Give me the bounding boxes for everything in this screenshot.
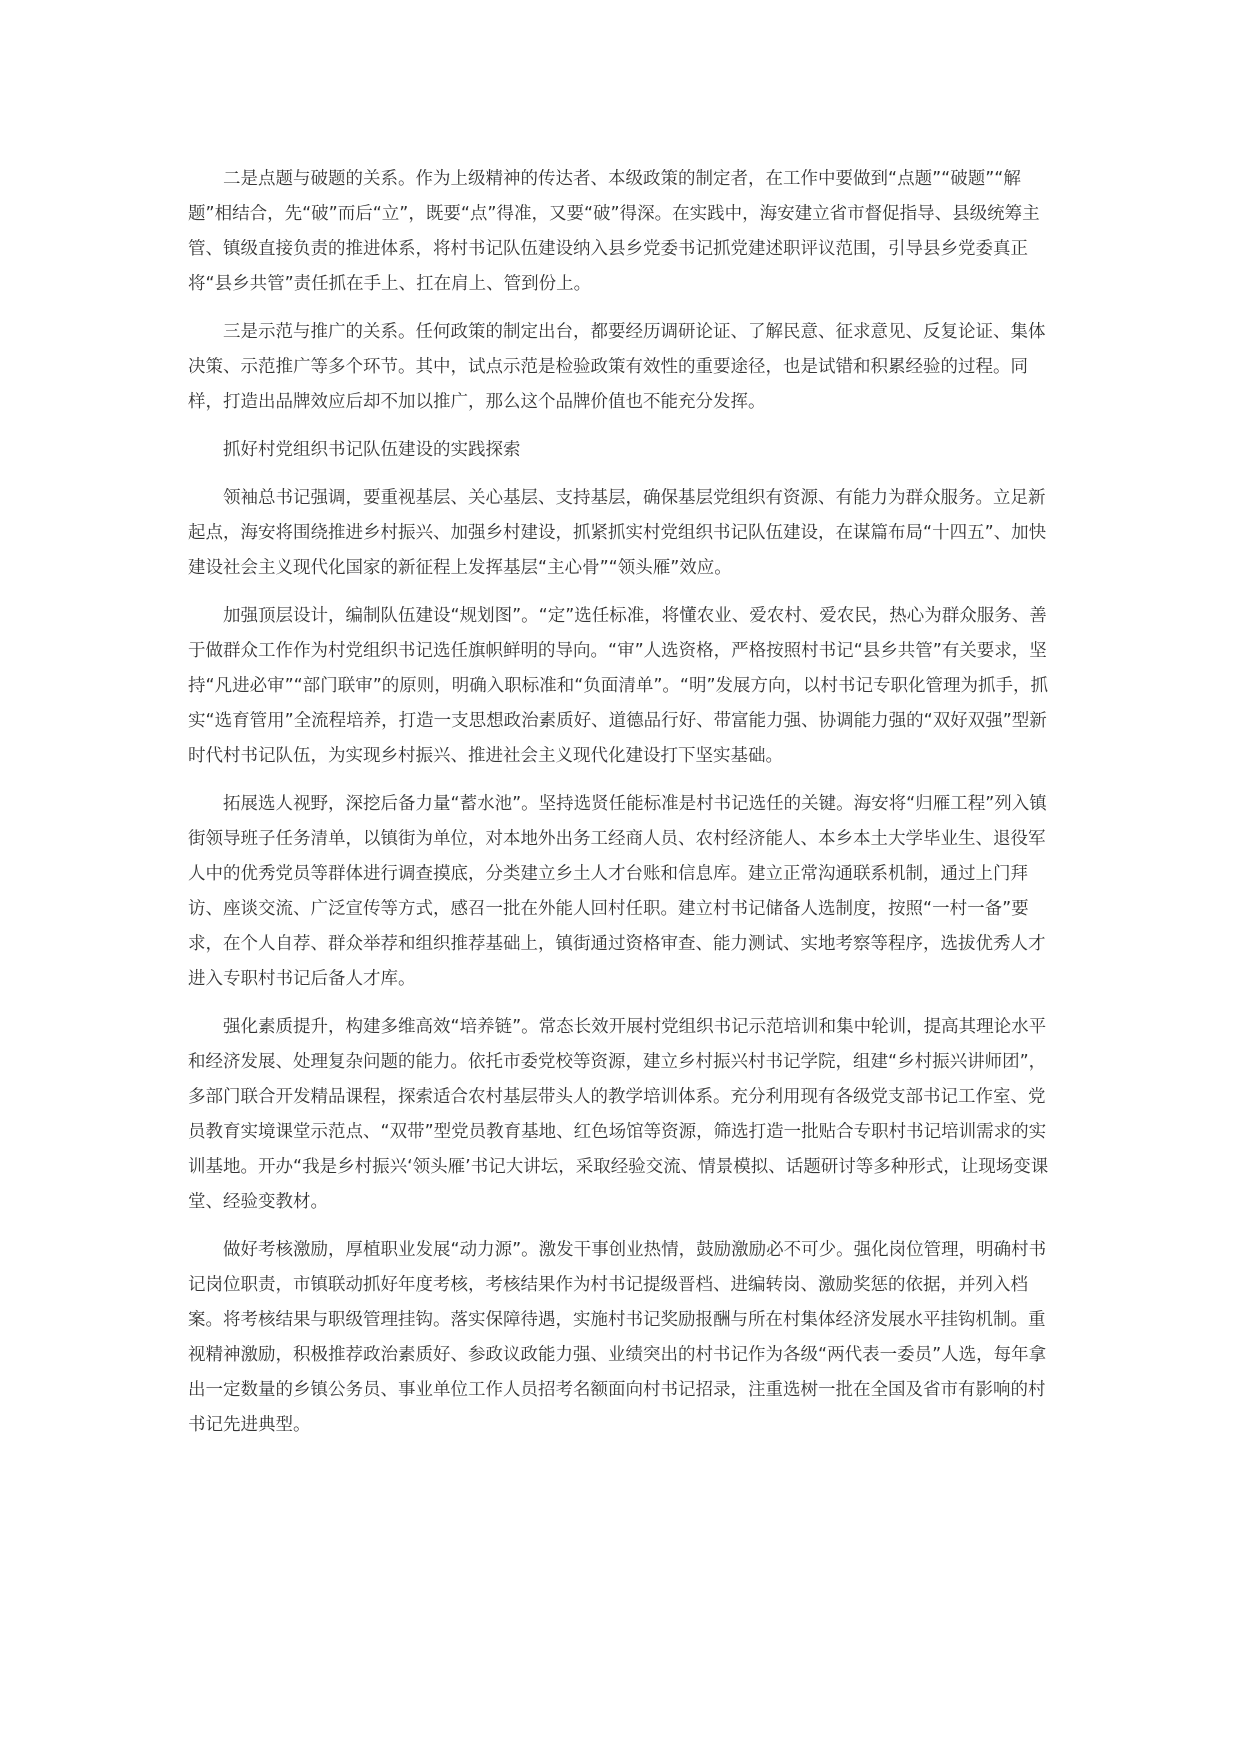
paragraph-incentives: 做好考核激励，厚植职业发展“动力源”。激发干事创业热情，鼓励激励必不可少。强化岗位管理，明确村书记岗位职责，市镇联动抓好年度考核，考核结果作为村书记提级晋档、进编转岗、激励奖惩的依据，并列入档案。将考核结果与职级管理挂钩。落实保障待遇，实施村书记奖励报酬与所在村集体经济发展水平挂钩机制。重视精神激励，积极推荐政治素质好、参政议政能力强、业绩突出的村书记作为各级“两代表一委员”人选，每年拿出一定数量的乡镇公务员、事业单位工作人员招考名额面向村书记招录，注重选树一批在全国及省市有影响的村书记先进典型。	[188, 1240, 1047, 1435]
paragraph-demo-and-promote: 三是示范与推广的关系。任何政策的制定出台，都要经历调研论证、了解民意、征求意见、反复论证、集体决策、示范推广等多个环节。其中，试点示范是检验政策有效性的重要途径，也是试错和积累经验的过程。同样，打造出品牌效应后却不加以推广，那么这个品牌价值也不能充分发挥。	[188, 322, 1046, 412]
paragraph-talent-pool: 拓展选人视野，深挖后备力量“蓄水池”。坚持选贤任能标准是村书记选任的关键。海安将“归雁工程”列入镇街领导班子任务清单，以镇街为单位，对本地外出务工经商人员、农村经济能人、本乡本土大学毕业生、退役军人中的优秀党员等群体进行调查摸底，分类建立乡土人才台账和信息库。建立正常沟通联系机制，通过上门拜访、座谈交流、广泛宣传等方式，感召一批在外能人回村任职。建立村书记储备人选制度，按照“一村一备”要求，在个人自荐、群众举荐和组织推荐基础上，镇街通过资格审查、能力测试、实地考察等程序，选拔优秀人才进入专职村书记后备人才库。	[188, 794, 1047, 989]
section-heading: 抓好村党组织书记队伍建设的实践探索	[223, 440, 521, 460]
paragraph-top-level-design: 加强顶层设计，编制队伍建设“规划图”。“定”选任标准，将懂农业、爱农村、爱农民，热心为群众服务、善于做群众工作作为村党组织书记选任旗帜鲜明的导向。“审”人选资格，严格按照村书记“县乡共管”有关要求，坚持“凡进必审”“部门联审”的原则，明确入职标准和“负面清单”。“明”发展方向，以村书记专职化管理为抓手，抓实“选育管用”全流程培养，打造一支思想政治素质好、道德品行好、带富能力强、协调能力强的“双好双强”型新时代村书记队伍，为实现乡村振兴、推进社会主义现代化建设打下坚实基础。	[188, 606, 1049, 766]
paragraph-training-chain: 强化素质提升，构建多维高效“培养链”。常态长效开展村党组织书记示范培训和集中轮训，提高其理论水平和经济发展、处理复杂问题的能力。依托市委党校等资源，建立乡村振兴村书记学院，组建“乡村振兴讲师团”，多部门联合开发精品课程，探索适合农村基层带头人的教学培训体系。充分利用现有各级党支部书记工作室、党员教育实境课堂示范点、“双带”型党员教育基地、红色场馆等资源，筛选打造一批贴合专职村书记培训需求的实训基地。开办“我是乡村振兴‘领头雁’书记大讲坛，采取经验交流、情景模拟、话题研讨等多种形式，让现场变课堂、经验变教材。	[188, 1017, 1049, 1212]
paragraph-point-and-solve: 二是点题与破题的关系。作为上级精神的传达者、本级政策的制定者，在工作中要做到“点题”“破题”“解题”相结合，先“破”而后“立”，既要“点”得准，又要“破”得深。在实践中，海安建立省市督促指导、县级统筹主管、镇级直接负责的推进体系，将村书记队伍建设纳入县乡党委书记抓党建述职评议范围，引导县乡党委真正将“县乡共管”责任抓在手上、扛在肩上、管到份上。	[188, 169, 1040, 294]
paragraph-general-secretary: 领袖总书记强调，要重视基层、关心基层、支持基层，确保基层党组织有资源、有能力为群众服务。立足新起点，海安将围绕推进乡村振兴、加强乡村建设，抓紧抓实村党组织书记队伍建设，在谋篇布局“十四五”、加快建设社会主义现代化国家的新征程上发挥基层“主心骨”“领头雁”效应。	[188, 488, 1047, 578]
article-body	[188, 162, 1060, 1456]
